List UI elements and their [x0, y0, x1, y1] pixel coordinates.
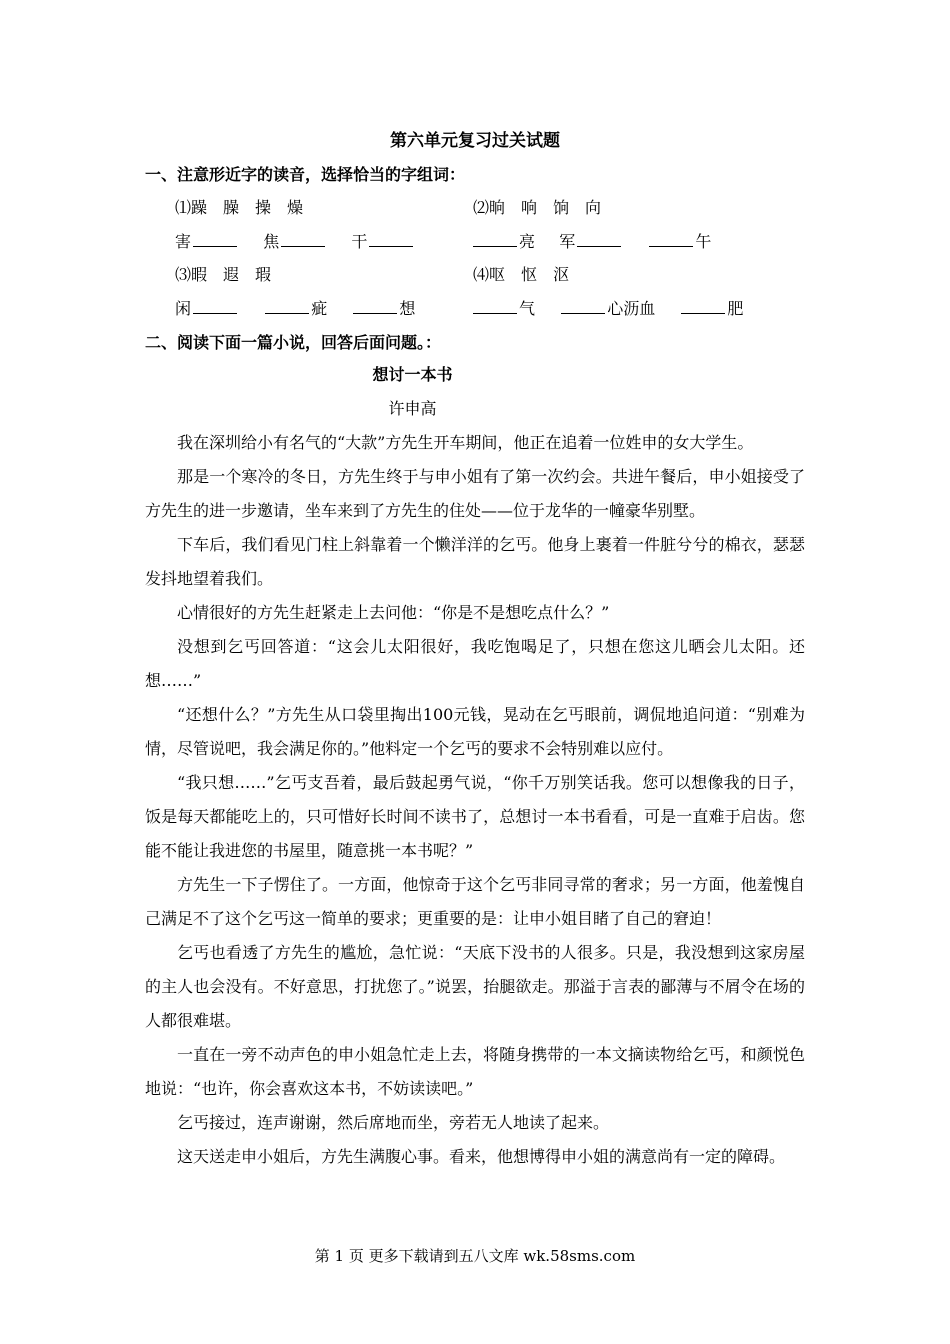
q4-label: ⑷呕 怄 沤: [473, 265, 570, 284]
story-paragraph: 没想到乞丐回答道：“这会儿太阳很好，我吃饱喝足了，只想在您这儿晒会儿太阳。还想……”: [145, 637, 805, 690]
q2-blanks: [471, 229, 711, 252]
q2-blank-3[interactable]: [649, 231, 693, 247]
story-paragraph: “还想什么？”方先生从口袋里掏出100元钱，晃动在乞丐眼前，调侃地追问道：“别难为情，尽管说吧，我会满足你的。”他料定一个乞丐的要求不会特别难以应付。: [145, 705, 805, 758]
q2-item-2: 军: [559, 232, 576, 251]
q1-blank-2[interactable]: [281, 231, 325, 247]
q1-item-2: 焦: [263, 232, 280, 251]
story-paragraph: 这天送走申小姐后，方先生满腹心事。看来，他想博得申小姐的满意尚有一定的障碍。: [177, 1147, 786, 1166]
story-paragraph: 我在深圳给小有名气的“大款”方先生开车期间，他正在追着一位姓申的女大学生。: [177, 433, 754, 452]
q1-item-3: 干: [351, 232, 368, 251]
q3-item-1: 闲: [175, 299, 192, 318]
q3-blank-3[interactable]: [353, 298, 397, 314]
story-paragraph: 一直在一旁不动声色的申小姐急忙走上去，将随身携带的一本文摘读物给乞丐，和颜悦色地说：“也许，你会喜欢这本书，不妨读读吧。”: [145, 1045, 805, 1098]
q1-blank-1[interactable]: [193, 231, 237, 247]
story-paragraph: 方先生一下子愣住了。一方面，他惊奇于这个乞丐非同寻常的奢求；另一方面，他羞愧自己满足不了这个乞丐这一简单的要求；更重要的是：让申小姐目睹了自己的窘迫！: [145, 875, 805, 928]
section2-heading: 二、阅读下面一篇小说，回答后面问题。：: [145, 333, 442, 352]
story-paragraph: “我只想……”乞丐支吾着，最后鼓起勇气说，“你千万别笑话我。您可以想像我的日子，饭是每天都能吃上的，只可惜好长时间不读书了，总想讨一本书看看，可是一直难于启齿。您能不能让我进您的书屋里，随意挑一本书呢？”: [145, 773, 805, 860]
q4-blank-1[interactable]: [473, 298, 517, 314]
story-paragraph: 心情很好的方先生赶紧走上去问他：“你是不是想吃点什么？”: [177, 603, 610, 622]
section1-heading: 一、注意形近字的读音，选择恰当的字组词：: [145, 165, 466, 184]
q3-item-2: 疵: [311, 299, 328, 318]
q4-blanks: [471, 296, 743, 319]
q4-item-1: 气: [519, 299, 536, 318]
story-paragraph: 那是一个寒冷的冬日，方先生终于与申小姐有了第一次约会。共进午餐后，申小姐接受了方先生的进一步邀请，坐车来到了方先生的住处——位于龙华的一幢豪华别墅。: [145, 467, 805, 520]
q3-label: ⑶暇 遐 瑕: [175, 265, 272, 284]
q4-item-2: 心沥血: [607, 299, 656, 318]
page-title: 第六单元复习过关试题: [390, 131, 560, 151]
q4-item-3: 肥: [727, 299, 744, 318]
story-body: [145, 426, 805, 1174]
q4-blank-2[interactable]: [561, 298, 605, 314]
q2-blank-2[interactable]: [577, 231, 621, 247]
q4-blank-3[interactable]: [681, 298, 725, 314]
q3-blank-2[interactable]: [265, 298, 309, 314]
q1-item-1: 害: [175, 232, 192, 251]
q2-item-1: 亮: [519, 232, 536, 251]
q2-item-3: 午: [695, 232, 712, 251]
q3-blank-1[interactable]: [193, 298, 237, 314]
story-author: 许申高: [388, 399, 437, 418]
q3-blanks: [175, 296, 415, 319]
story-paragraph: 乞丐也看透了方先生的尴尬，急忙说：“天底下没书的人很多。只是，我没想到这家房屋的主人也会没有。不好意思，打扰您了。”说罢，抬腿欲走。那溢于言表的鄙薄与不屑令在场的人都很难堪。: [145, 943, 805, 1030]
q2-blank-1[interactable]: [473, 231, 517, 247]
q1-label: ⑴躁 臊 操 燥: [175, 198, 304, 217]
story-title: 想讨一本书: [372, 365, 453, 384]
story-paragraph: 乞丐接过，连声谢谢，然后席地而坐，旁若无人地读了起来。: [177, 1113, 610, 1132]
story-paragraph: 下车后，我们看见门柱上斜靠着一个懒洋洋的乞丐。他身上裹着一件脏兮兮的棉衣，瑟瑟发抖地望着我们。: [145, 535, 805, 588]
page-footer: 第 1 页 更多下载请到五八文库 wk.58sms.com: [314, 1247, 636, 1265]
q2-label: ⑵晌 响 饷 向: [473, 198, 602, 217]
q3-item-3: 想: [399, 299, 416, 318]
q1-blanks: [175, 229, 415, 252]
q1-blank-3[interactable]: [369, 231, 413, 247]
